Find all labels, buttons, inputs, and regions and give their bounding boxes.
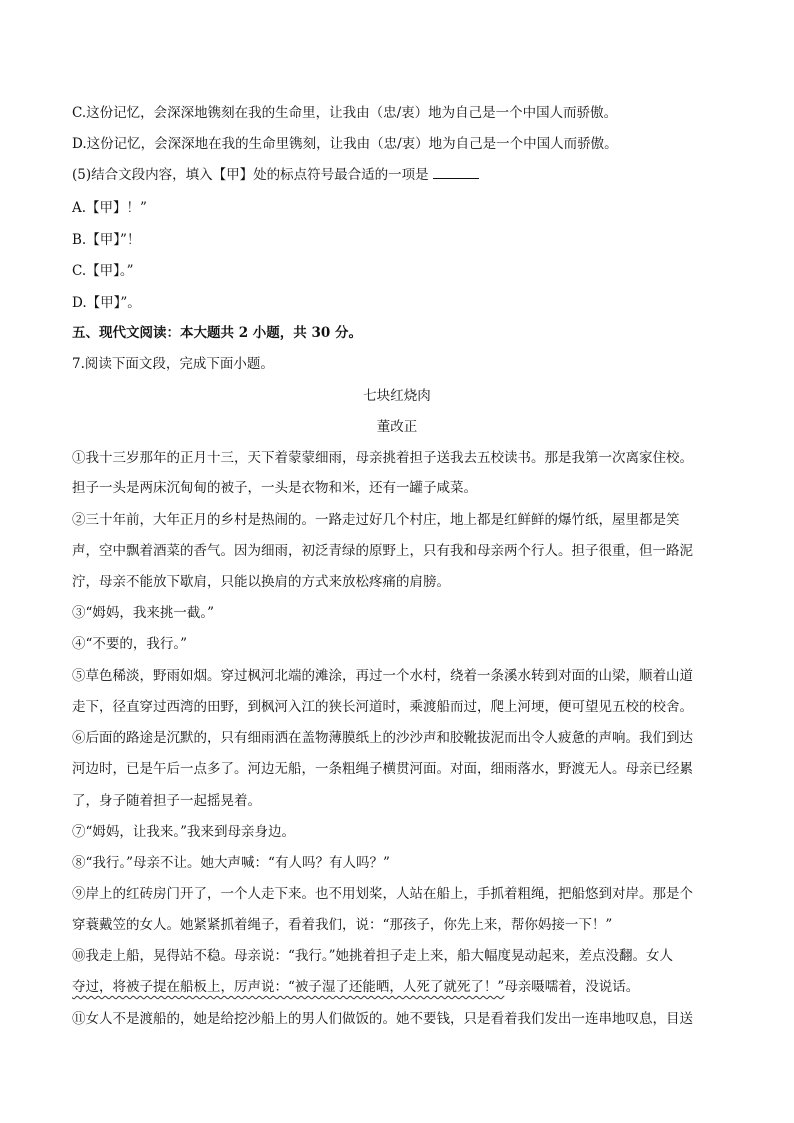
question-5-prompt: (5)结合文段内容，填入【甲】处的标点符号最合适的一项是	[72, 167, 429, 183]
paragraph-line: 声，空中飘着酒菜的香气。因为细雨，初泛青绿的原野上，只有我和母亲两个行人。担子很重，但一路泥	[72, 543, 693, 559]
paragraph-line: ①我十三岁那年的正月十三，天下着蒙蒙细雨，母亲挑着担子送我去五校读书。那是我第一次离家住校。	[72, 450, 693, 466]
q5-option-d: D.【甲】”。	[72, 295, 141, 311]
paragraph-line: ②三十年前，大年正月的乡村是热闹的。一路走过好几个村庄，地上都是红鲜鲜的爆竹纸，屋里都是笑	[72, 512, 680, 528]
paragraph-line: ⑧“我行。”母亲不让。她大声喊：“有人吗？有人吗？”	[72, 855, 390, 871]
paragraph-line: ③“姆妈，我来挑一截。”	[72, 605, 215, 621]
q5-option-b: B.【甲】”！	[72, 232, 141, 248]
q5-option-a: A.【甲】！”	[72, 200, 147, 216]
paragraph-line: ⑨岸上的红砖房门开了，一个人走下来。也不用划桨，人站在船上，手抓着粗绳，把船悠到对岸。那是个	[72, 886, 693, 902]
article-title: 七块红烧肉	[363, 388, 431, 404]
paragraph-line: 了，身子随着担子一起摇晃着。	[72, 793, 261, 809]
question-5	[72, 166, 732, 184]
paragraph-line: 走下，径直穿过西湾的田野，到枫河入江的狭长河道时，乘渡船而过，爬上河埂，便可望见五校的校舍。	[72, 699, 693, 715]
paragraph-line: ④“不要的，我行。”	[72, 636, 188, 652]
option-d-prev: D.这份记忆，会深深地在我的生命里镌刻，让我由（忠/衷）地为自己是一个中国人而骄傲。	[72, 136, 618, 152]
question-7-intro: 7.阅读下面文段，完成下面小题。	[72, 356, 274, 372]
article-author: 董改正	[376, 419, 418, 435]
q5-option-c: C.【甲】。”	[72, 263, 134, 279]
paragraph-line: ⑦“姆妈，让我来。”我来到母亲身边。	[72, 824, 296, 840]
paragraph-line: ⑥后面的路途是沉默的，只有细雨洒在盖物薄膜纸上的沙沙声和胶靴拔泥而出令人疲惫的声响。我们到达	[72, 730, 693, 746]
wavy-underlined-text: 夺过，将被子提在船板上，厉声说：“被子湿了还能晒，人死了就死了！”	[72, 979, 505, 995]
paragraph-line: ⑤草色稀淡，野雨如烟。穿过枫河北端的滩涂，再过一个水村，绕着一条溪水转到对面的山梁，顺着山道	[72, 668, 693, 684]
option-c-prev: C.这份记忆，会深深地镌刻在我的生命里，让我由（忠/衷）地为自己是一个中国人而骄傲。	[72, 105, 618, 121]
answer-blank	[433, 166, 479, 179]
after-wavy-text: 母亲嗫嚅着，没说话。	[504, 979, 640, 995]
paragraph-line: 穿蓑戴笠的女人。她紧紧抓着绳子，看着我们，说：“那孩子，你先上来，帮你妈接一下！”	[72, 917, 613, 933]
paragraph-line: ⑪女人不是渡船的，她是给挖沙船上的男人们做饭的。她不要钱，只是看着我们发出一连串地叹息，目送	[72, 1011, 693, 1027]
paragraph-line-wavy	[72, 978, 732, 996]
paragraph-line: 担子一头是两床沉甸甸的被子，一头是衣物和米，还有一罐子咸菜。	[72, 480, 477, 496]
section-heading: 五、现代文阅读：本大题共 2 小题，共 30 分。	[72, 325, 362, 341]
paragraph-line: 泞，母亲不能放下歇肩，只能以换肩的方式来放松疼痛的肩膀。	[72, 574, 450, 590]
paragraph-line: 河边时，已是午后一点多了。河边无船，一条粗绳子横贯河面。对面，细雨落水，野渡无人。母亲已经累	[72, 761, 693, 777]
paragraph-line: ⑩我走上船，晃得站不稳。母亲说：“我行。”她挑着担子走上来，船大幅度晃动起来，差点没翻。女人	[72, 948, 674, 964]
